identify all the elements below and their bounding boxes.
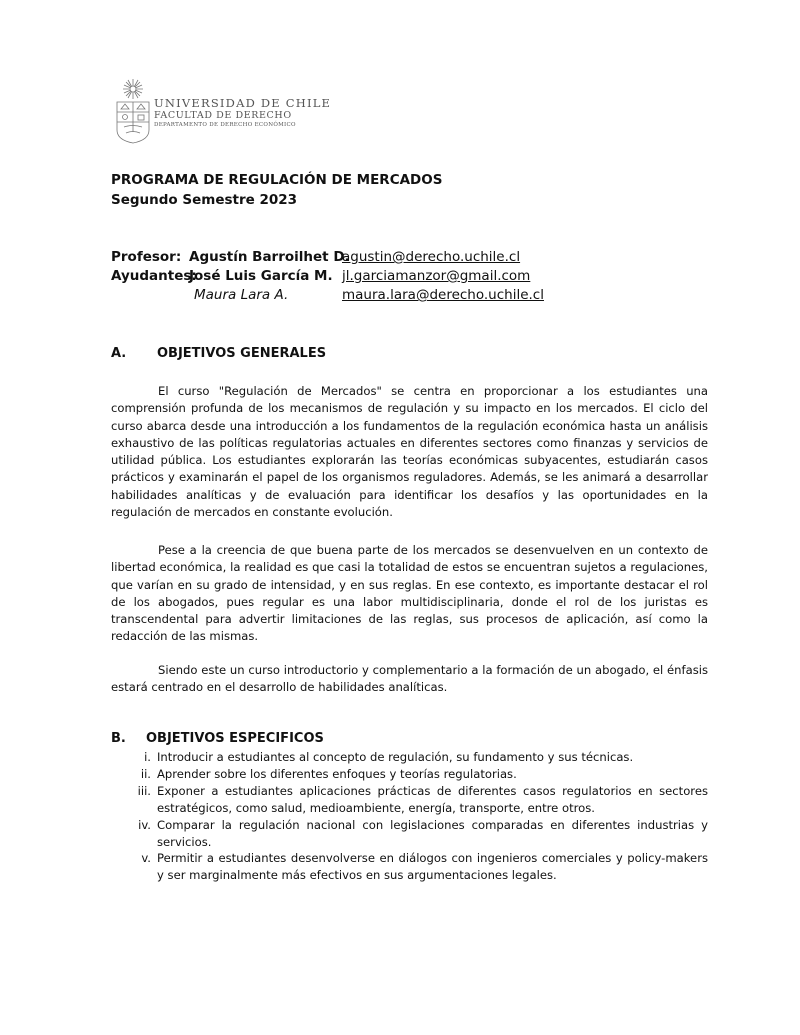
paragraph-1: El curso "Regulación de Mercados" se centra en proporcionar a los estudiantes una comprensión profunda de los mecanismos de regulación y su impacto en los mercados. El ciclo del curso abarca desde una introducción a los fundamentos de la regulación económica hasta un análisis exhaustivo de las políticas regulatorias actuales en diferentes sectores como finanzas y servicios de utilidad pública. Los estudiantes explorarán las teorías económicas subyacentes, estudiarán casos prácticos y examinarán el papel de los organismos reguladores. Además, se les animará a desarrollar habilidades analíticas y de evaluación para identificar los desafíos y las oportunidades en la regulación de mercados en constante evolución. [111,384,708,520]
list-item-text: Comparar la regulación nacional con legislaciones comparadas en diferentes industrias y servicios. [157,817,708,849]
paragraph-2: Pese a la creencia de que buena parte de los mercados se desenvuelven en un contexto de libertad económica, la realidad es que casi la totalidad de estos se encuentran sujetos a regulaciones, que varían en su grado de intensidad, y en sus reglas. En ese contexto, es importante destacar el rol de los abogados, pues regular es una labor multidisciplinaria, donde el rol de los juristas es transcendental para advertir limitaciones de las reglas, sus procesos de aplicación, así como la redacción de las mismas. [111,543,708,644]
department-name: DEPARTAMENTO DE DERECHO ECONÓMICO [154,122,296,128]
assistant-2-name: Maura Lara A. [194,287,289,303]
list-item-number: i. [144,750,151,764]
list-item [111,766,708,783]
paragraph-3: Siendo este un curso introductorio y complementario a la formación de un abogado, el énfasis estará centrado en el desarrollo de habilidades analíticas. [111,663,708,695]
list-item-number: v. [141,851,151,866]
professor-label: Profesor: [111,249,182,265]
section-a-title: OBJETIVOS GENERALES [157,346,327,361]
assistants-label: Ayudantes: [111,268,197,284]
list-item-text: Exponer a estudiantes aplicaciones prácticas de diferentes casos regulatorios en sectores estratégicos, como salud, medioambiente, energía, transporte, entre otros. [157,783,708,815]
document-title [111,170,442,210]
semester-label: Segundo Semestre 2023 [111,192,298,208]
list-item-number: iv. [138,817,151,832]
university-seal-icon [114,78,152,144]
assistant-1-email-link[interactable]: jl.garciamanzor@gmail.com [342,268,531,284]
list-item [111,749,708,766]
section-a-letter: A. [111,346,127,361]
list-item-number: iii. [137,783,151,798]
university-name: UNIVERSIDAD DE CHILE [154,96,332,110]
letterhead-text [154,97,331,129]
assistant-2-email-link[interactable]: maura.lara@derecho.uchile.cl [342,287,544,303]
section-b-letter: B. [111,731,126,746]
list-item [111,850,708,884]
list-item-text: Permitir a estudiantes desenvolverse en diálogos con ingenieros comerciales y policy-makers y ser marginalmente más efectivos en sus argumentaciones legales. [157,851,708,883]
section-b-heading [111,731,324,746]
assistant-1-name: José Luis García M. [189,268,333,284]
university-logo [114,78,332,144]
list-item-number: ii. [140,766,151,781]
section-a-heading [111,346,326,361]
list-item [111,817,708,851]
list-item-text: Aprender sobre los diferentes enfoques y teorías regulatorias. [157,766,517,781]
professor-name: Agustín Barroilhet D. [189,249,350,265]
list-item-text: Introducir a estudiantes al concepto de regulación, su fundamento y sus técnicas. [157,750,634,764]
professor-email-link[interactable]: agustin@derecho.uchile.cl [342,249,521,265]
program-title: PROGRAMA DE REGULACIÓN DE MERCADOS [111,172,443,188]
list-item [111,783,708,817]
faculty-name: FACULTAD DE DERECHO [154,110,292,121]
specific-objectives-list [111,749,708,884]
section-b-title: OBJETIVOS ESPECIFICOS [146,731,324,746]
